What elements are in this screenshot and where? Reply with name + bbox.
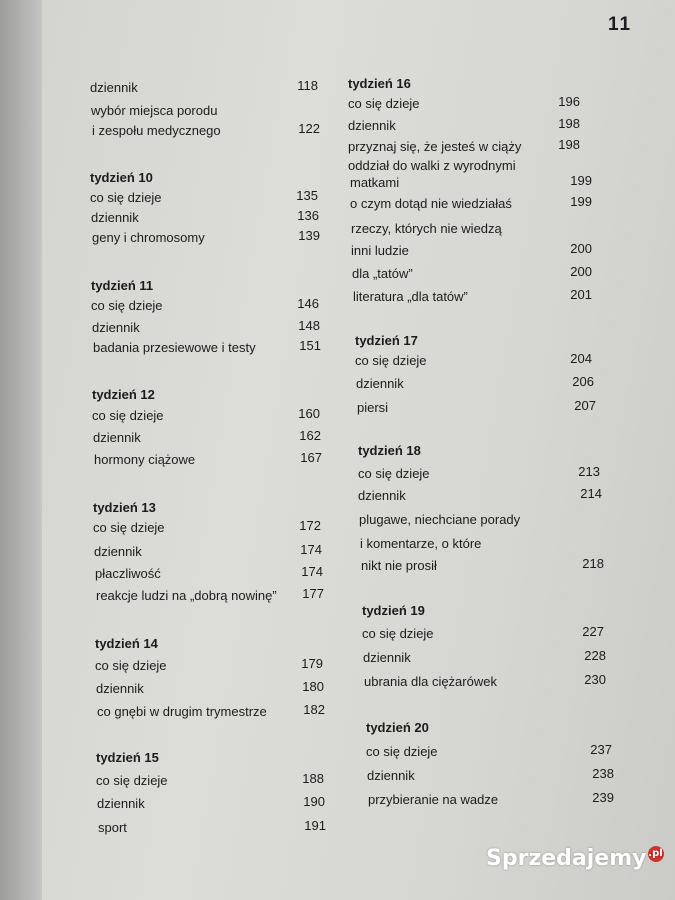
toc-entry-page: 174 bbox=[301, 564, 323, 579]
toc-entry-page: 214 bbox=[580, 486, 602, 501]
toc-entry-title: co się dzieje bbox=[92, 408, 164, 423]
toc-entry-page: 196 bbox=[558, 94, 580, 109]
toc-section-heading: tydzień 17 bbox=[355, 333, 418, 348]
toc-entry-title: piersi bbox=[357, 400, 389, 415]
toc-entry-title: dziennik bbox=[92, 320, 140, 335]
toc-entry-page: 200 bbox=[570, 241, 592, 256]
toc-section-heading: tydzień 14 bbox=[95, 636, 158, 651]
toc-section-heading: tydzień 10 bbox=[90, 170, 153, 185]
toc-entry-title: plugawe, niechciane porady bbox=[359, 512, 521, 527]
toc-entry-title: matkami bbox=[350, 175, 400, 190]
toc-entry-page: 230 bbox=[584, 672, 606, 687]
toc-entry-page: 139 bbox=[298, 228, 320, 243]
watermark-text: Sprzedajemy bbox=[486, 846, 647, 871]
toc-entry-page: 182 bbox=[303, 702, 325, 717]
toc-entry-title: nikt nie prosił bbox=[361, 558, 437, 573]
toc-entry-title: dziennik bbox=[356, 376, 404, 391]
toc-entry-page: 190 bbox=[303, 794, 325, 809]
toc-entry-page: 198 bbox=[558, 116, 580, 131]
toc-entry-page: 188 bbox=[302, 771, 324, 786]
toc-entry-page: 148 bbox=[298, 318, 320, 333]
toc-entry-title: co się dzieje bbox=[355, 353, 427, 368]
toc-entry-page: 237 bbox=[590, 742, 612, 757]
toc-entry-title: o czym dotąd nie wiedziałaś bbox=[350, 196, 512, 211]
toc-entry-title: co się dzieje bbox=[362, 626, 434, 641]
toc-entry-title: dziennik bbox=[93, 430, 141, 445]
toc-entry-page: 200 bbox=[570, 264, 592, 279]
toc-entry-title: wybór miejsca porodu bbox=[91, 103, 218, 118]
toc-entry-title: przyznaj się, że jesteś w ciąży bbox=[348, 139, 522, 154]
toc-entry-title: co gnębi w drugim trymestrze bbox=[97, 704, 267, 719]
toc-entry-page: 160 bbox=[298, 406, 320, 421]
watermark bbox=[486, 846, 664, 871]
toc-section-heading: tydzień 19 bbox=[362, 603, 425, 618]
toc-entry-page: 179 bbox=[301, 656, 323, 671]
toc-entry-title: geny i chromosomy bbox=[92, 230, 205, 245]
toc-entry-title: dziennik bbox=[358, 488, 406, 503]
toc-entry-page: 172 bbox=[299, 518, 321, 533]
toc-entry-page: 180 bbox=[302, 679, 324, 694]
toc-entry-page: 135 bbox=[296, 188, 318, 203]
toc-section-heading: tydzień 16 bbox=[348, 76, 411, 91]
toc-entry-title: oddział do walki z wyrodnymi bbox=[348, 158, 516, 173]
toc-entry-page: 199 bbox=[570, 194, 592, 209]
toc-entry-title: co się dzieje bbox=[91, 298, 163, 313]
toc-entry-title: dziennik bbox=[363, 650, 411, 665]
toc-entry-page: 174 bbox=[300, 542, 322, 557]
toc-entry-title: inni ludzie bbox=[351, 243, 409, 258]
toc-entry-title: literatura „dla tatów” bbox=[353, 289, 468, 304]
toc-entry-page: 151 bbox=[299, 338, 321, 353]
toc-section-heading: tydzień 11 bbox=[91, 278, 154, 293]
toc-entry-title: badania przesiewowe i testy bbox=[93, 340, 256, 355]
toc-entry-title: co się dzieje bbox=[366, 744, 438, 759]
toc-entry-title: dziennik bbox=[91, 210, 139, 225]
toc-entry-page: 162 bbox=[299, 428, 321, 443]
toc-section-heading: tydzień 18 bbox=[358, 443, 421, 458]
toc-entry-page: 204 bbox=[570, 351, 592, 366]
watermark-suffix: .pl bbox=[648, 846, 664, 862]
toc-entry-page: 227 bbox=[582, 624, 604, 639]
toc-entry-page: 177 bbox=[302, 586, 324, 601]
toc-entry-title: co się dzieje bbox=[348, 96, 420, 111]
toc-entry-title: dla „tatów” bbox=[352, 266, 413, 281]
toc-entry-page: 118 bbox=[297, 78, 318, 93]
toc-section-heading: tydzień 13 bbox=[93, 500, 156, 515]
toc-section-heading: tydzień 12 bbox=[92, 387, 155, 402]
toc-entry-title: co się dzieje bbox=[93, 520, 165, 535]
toc-entry-page: 213 bbox=[578, 464, 600, 479]
toc-entry-title: hormony ciążowe bbox=[94, 452, 196, 467]
toc-entry-page: 167 bbox=[300, 450, 322, 465]
toc-entry-title: dziennik bbox=[96, 681, 144, 696]
book-gutter bbox=[0, 0, 42, 900]
toc-entry-page: 136 bbox=[297, 208, 319, 223]
toc-entry-title: ubrania dla ciężarówek bbox=[364, 674, 497, 689]
page-number: 11 bbox=[608, 14, 633, 35]
toc-entry-title: i zespołu medycznego bbox=[92, 123, 221, 138]
toc-entry-title: co się dzieje bbox=[95, 658, 167, 673]
toc-entry-title: dziennik bbox=[94, 544, 142, 559]
toc-entry-page: 207 bbox=[574, 398, 596, 413]
toc-entry-page: 239 bbox=[592, 790, 614, 805]
toc-entry-title: i komentarze, o które bbox=[360, 536, 482, 551]
toc-entry-title: dziennik bbox=[90, 80, 138, 95]
toc-entry-page: 122 bbox=[298, 121, 320, 136]
toc-entry-title: przybieranie na wadze bbox=[368, 792, 499, 807]
toc-entry-page: 238 bbox=[592, 766, 614, 781]
toc-entry-page: 198 bbox=[558, 137, 580, 152]
toc-entry-page: 206 bbox=[572, 374, 594, 389]
toc-entry-title: reakcje ludzi na „dobrą nowinę” bbox=[96, 588, 277, 603]
toc-section-heading: tydzień 15 bbox=[96, 750, 159, 765]
toc-entry-title: dziennik bbox=[348, 118, 396, 133]
toc-entry-page: 228 bbox=[584, 648, 606, 663]
toc-entry-title: co się dzieje bbox=[96, 773, 168, 788]
toc-entry-title: sport bbox=[98, 820, 127, 835]
toc-entry-page: 191 bbox=[304, 818, 326, 833]
toc-entry-page: 218 bbox=[582, 556, 604, 571]
toc-entry-title: płaczliwość bbox=[95, 566, 161, 581]
toc-entry-title: co się dzieje bbox=[358, 466, 430, 481]
toc-entry-page: 146 bbox=[297, 296, 319, 311]
toc-entry-page: 199 bbox=[570, 173, 592, 188]
toc-entry-title: rzeczy, których nie wiedzą bbox=[351, 221, 502, 236]
toc-entry-page: 201 bbox=[570, 287, 592, 302]
toc-entry-title: dziennik bbox=[97, 796, 145, 811]
toc-entry-title: dziennik bbox=[367, 768, 415, 783]
toc-entry-title: co się dzieje bbox=[90, 190, 162, 205]
toc-section-heading: tydzień 20 bbox=[366, 720, 429, 735]
